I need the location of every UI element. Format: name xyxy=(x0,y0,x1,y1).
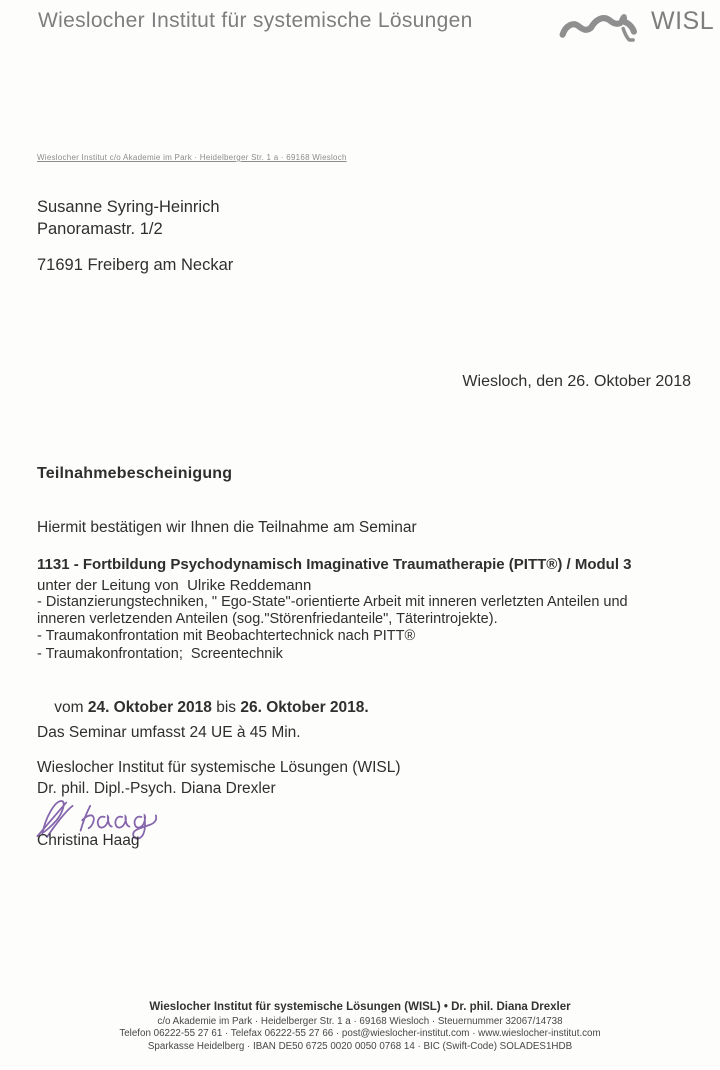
signer-name: Christina Haag xyxy=(37,832,140,849)
seminar-title: 1131 - Fortbildung Psychodynamisch Imaginative Traumatherapie (PITT®) / Modul 3 xyxy=(37,556,632,573)
seminar-topics-list xyxy=(37,594,697,663)
seminar-scope-line: Das Seminar umfasst 24 UE à 45 Min. xyxy=(37,724,301,741)
logo-acronym-text: WISL xyxy=(651,7,715,35)
weasel-logo-icon xyxy=(558,6,650,48)
footer-address-line: c/o Akademie im Park · Heidelberger Str. 1 a · 69168 Wiesloch · Steuernummer 32067/14738 xyxy=(157,1016,563,1027)
period-start-date: 24. Oktober 2018 xyxy=(87,699,212,716)
date-line: Wiesloch, den 26. Oktober 2018 xyxy=(462,373,691,390)
issuer-director: Dr. phil. Dipl.-Psych. Diana Drexler xyxy=(37,780,276,797)
recipient-street: Panoramastr. 1/2 xyxy=(37,220,163,238)
issuer-organization: Wieslocher Institut für systemische Lösungen (WISL) xyxy=(37,759,401,776)
document-title: Teilnahmebescheinigung xyxy=(37,465,233,482)
seminar-topic-line: - Distanzierungstechniken, " Ego-State"-orientierte Arbeit mit inneren verletzten Anteilen und xyxy=(37,594,628,610)
seminar-topic-line: - Traumakonfrontation; Screentechnik xyxy=(37,645,283,662)
seminar-topic-line: - Traumakonfrontation mit Beobachtertechnick nach PITT® xyxy=(37,628,416,645)
seminar-leader-line: unter der Leitung von Ulrike Reddemann xyxy=(37,577,312,594)
footer-block xyxy=(0,1001,720,1053)
footer-org-line: Wieslocher Institut für systemische Lösungen (WISL) • Dr. phil. Diana Drexler xyxy=(149,1001,571,1013)
footer-contact-line: Telefon 06222-55 27 61 · Telefax 06222-55 27 66 · post@wieslocher-institut.com · www.wieslocher-institut.com xyxy=(119,1028,601,1040)
period-prefix: vom xyxy=(54,699,88,716)
sender-return-address: Wieslocher Institut c/o Akademie im Park · Heidelberger Str. 1 a · 69168 Wiesloch xyxy=(37,153,347,162)
intro-line: Hiermit bestätigen wir Ihnen die Teilnahme am Seminar xyxy=(37,519,417,536)
recipient-name: Susanne Syring-Heinrich xyxy=(37,198,220,216)
footer-bank-line: Sparkasse Heidelberg · IBAN DE50 6725 0020 0050 0768 14 · BIC (Swift-Code) SOLADES1HDB xyxy=(147,1040,573,1052)
recipient-address-block xyxy=(37,196,220,240)
recipient-city: 71691 Freiberg am Neckar xyxy=(37,256,234,274)
period-conjunction: bis xyxy=(211,699,241,716)
seminar-topic-line: inneren verletzenden Anteilen (sog."Störenfriedanteile", Täterintrojekte). xyxy=(37,611,498,628)
period-end-date: 26. Oktober 2018. xyxy=(240,699,369,716)
letterhead-institute-name: Wieslocher Institut für systemische Lösungen xyxy=(38,9,473,32)
